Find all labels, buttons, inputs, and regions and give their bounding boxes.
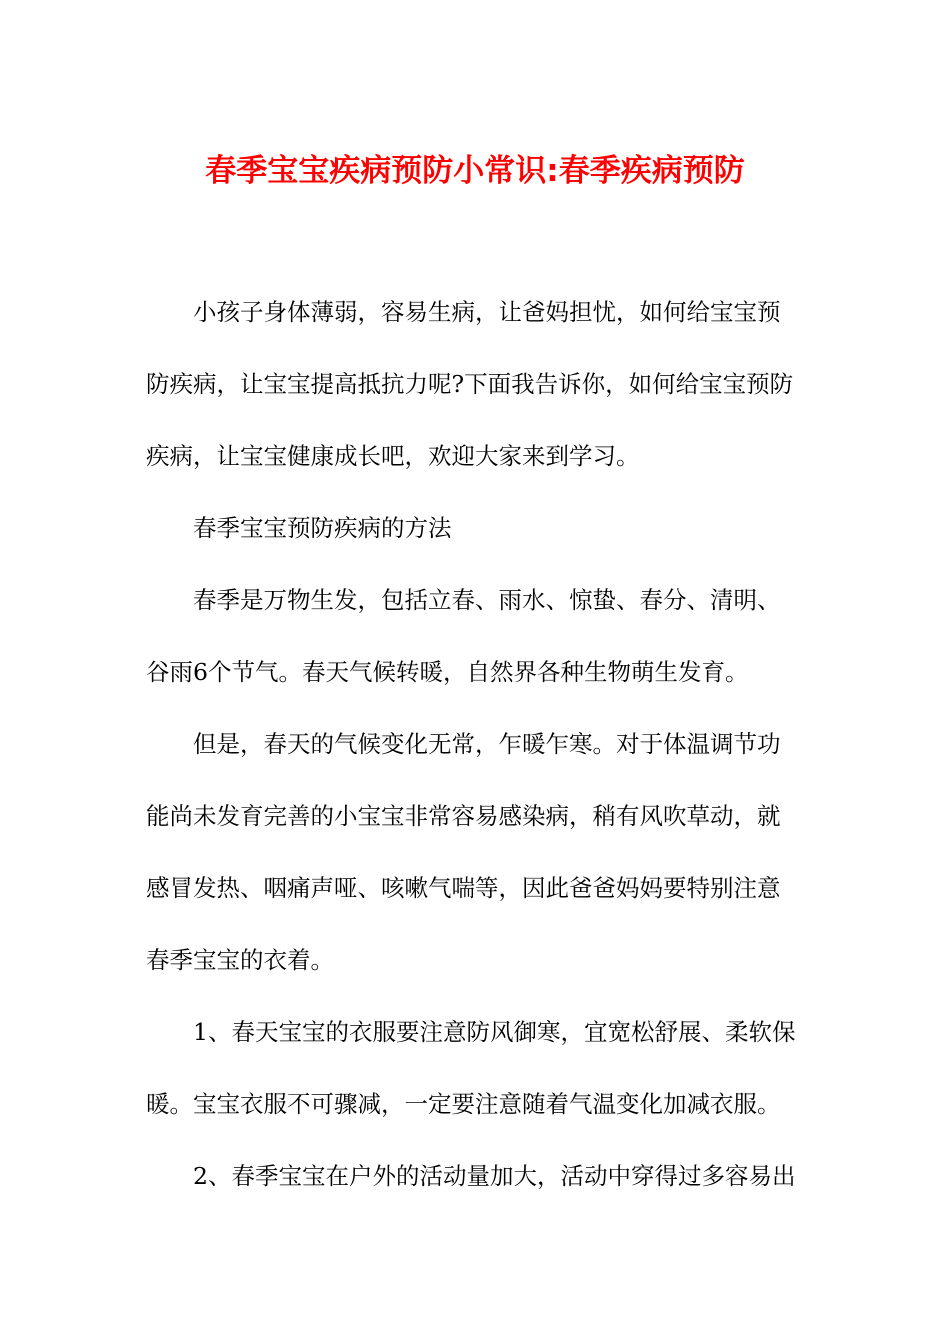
paragraph-tip-2	[146, 1140, 806, 1212]
document-title: 春季宝宝疾病预防小常识:春季疾病预防	[205, 153, 745, 189]
text-line: 防疾病，让宝宝提高抵抗力呢?下面我告诉你，如何给宝宝预防	[146, 370, 794, 398]
text-line: 春季宝宝预防疾病的方法	[193, 514, 452, 542]
text-line: 1、春天宝宝的衣服要注意防风御寒，宜宽松舒展、柔软保	[193, 1018, 796, 1046]
paragraph-spring-solar-terms	[146, 564, 806, 708]
text-line: 但是，春天的气候变化无常，乍暖乍寒。对于体温调节功	[193, 730, 781, 758]
paragraph-climate-change	[146, 708, 806, 996]
text-line: 谷雨6个节气。春天气候转暖，自然界各种生物萌生发育。	[146, 658, 749, 686]
text-line: 感冒发热、咽痛声哑、咳嗽气喘等，因此爸爸妈妈要特别注意	[146, 874, 781, 902]
text-line: 能尚未发育完善的小宝宝非常容易感染病，稍有风吹草动，就	[146, 802, 781, 830]
text-line: 暖。宝宝衣服不可骤减，一定要注意随着气温变化加减衣服。	[146, 1090, 781, 1118]
text-line: 春季宝宝的衣着。	[146, 946, 334, 974]
text-line: 小孩子身体薄弱，容易生病，让爸妈担忧，如何给宝宝预	[193, 298, 781, 326]
document-body	[146, 276, 806, 1212]
paragraph-section-heading	[146, 492, 806, 564]
text-line: 2、春季宝宝在户外的活动量加大，活动中穿得过多容易出	[193, 1162, 796, 1190]
text-line: 疾病，让宝宝健康成长吧，欢迎大家来到学习。	[146, 442, 640, 470]
paragraph-tip-1	[146, 996, 806, 1140]
paragraph-intro	[146, 276, 806, 492]
text-line: 春季是万物生发，包括立春、雨水、惊蛰、春分、清明、	[193, 586, 781, 614]
